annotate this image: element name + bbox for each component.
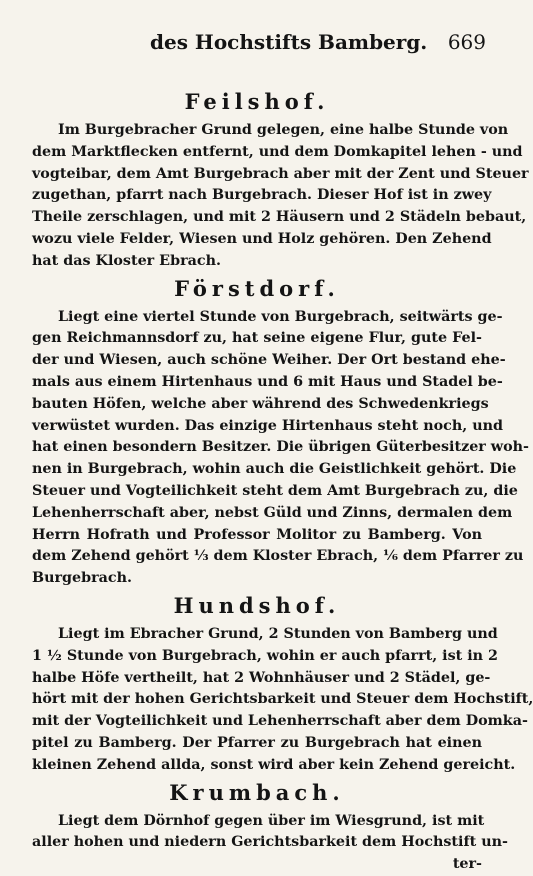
text-line: vogteibar, dem Amt Burgebrach aber mit der Zent und Steuer <box>32 165 529 182</box>
text-line: Burgebrach. <box>32 570 132 587</box>
text-line: Im Burgebracher Grund gelegen, eine halbe Stunde von <box>58 122 509 138</box>
page-header <box>0 30 514 64</box>
text-line: Steuer und Vogteilichkeit steht dem Amt Burgebrach zu, die <box>32 482 518 499</box>
text-line: hat einen besondern Besitzer. Die übrigen Güterbesitzer woh- <box>32 439 529 456</box>
text-line: nen in Burgebrach, wohin auch die Geistlichkeit gehört. Die <box>32 461 517 478</box>
paragraph <box>32 811 508 876</box>
text-line: dem Marktflecken entfernt, und dem Domkapitel lehen - und <box>32 143 523 160</box>
paragraph <box>32 120 529 273</box>
text-line: Lehenherrschaft aber, nebst Güld und Zinns, dermalen dem <box>32 504 513 521</box>
section-heading: Hundshof. <box>173 592 341 618</box>
text-line: kleinen Zehend allda, sonst wird aber kein Zehend gereicht. <box>32 756 516 773</box>
section-heading: Krumbach. <box>169 779 345 805</box>
text-line: aller hohen und niedern Gerichtsbarkeit dem Hochstift un- <box>32 834 508 851</box>
text-line: bauten Höfen, welche aber während des Schwedenkriegs <box>32 395 489 412</box>
text-line: dem Zehend gehört ⅓ dem Kloster Ebrach, ⅙ dem Pfarrer zu <box>32 548 524 565</box>
text-line: gen Reichmannsdorf zu, hat seine eigene Flur, gute Fel- <box>32 330 482 347</box>
running-title: des Hochstifts Bamberg. <box>150 30 428 54</box>
text-line: Herrn Hofrath und Professor Molitor zu Bamberg. Von <box>32 526 482 543</box>
text-line: mals aus einem Hirtenhaus und 6 mit Haus und Stadel be- <box>32 373 503 390</box>
text-line: Theile zerschlagen, und mit 2 Häusern und 2 Städeln bebaut, <box>32 209 527 226</box>
text-line: Liegt dem Dörnhof gegen über im Wiesgrund, ist mit <box>58 812 485 829</box>
paragraph <box>32 624 533 777</box>
text-line: pitel zu Bamberg. Der Pfarrer zu Burgebrach hat einen <box>32 734 482 751</box>
text-line: zugethan, pfarrt nach Burgebrach. Dieser Hof ist in zwey <box>32 187 492 204</box>
text-line: hat das Kloster Ebrach. <box>32 252 221 269</box>
text-line: hört mit der hohen Gerichtsbarkeit und Steuer dem Hochstift, <box>32 691 533 708</box>
section-heading: Feilshof. <box>184 89 330 114</box>
text-line: halbe Höfe vertheilt, hat 2 Wohnhäuser und 2 Städel, ge- <box>32 669 491 686</box>
page-body <box>32 86 533 876</box>
page-number: 669 <box>447 30 486 54</box>
text-line: 1 ½ Stunde von Burgebrach, wohin er auch pfarrt, ist in 2 <box>32 647 498 664</box>
section-heading: Förstdorf. <box>174 275 340 301</box>
text-line: der und Wiesen, auch schöne Weiher. Der Ort bestand ehe- <box>32 352 506 369</box>
text-line: wozu viele Felder, Wiesen und Holz gehören. Den Zehend <box>32 230 492 247</box>
catchword: ter- <box>452 856 482 873</box>
text-line: Liegt im Ebracher Grund, 2 Stunden von Bamberg und <box>58 625 498 642</box>
text-line: mit der Vogteilichkeit und Lehenherrschaft aber dem Domka- <box>32 713 528 730</box>
paragraph <box>32 307 529 590</box>
text-line: verwüstet wurden. Das einzige Hirtenhaus steht noch, und <box>32 417 504 434</box>
text-line: Liegt eine viertel Stunde von Burgebrach, seitwärts ge- <box>58 308 503 325</box>
